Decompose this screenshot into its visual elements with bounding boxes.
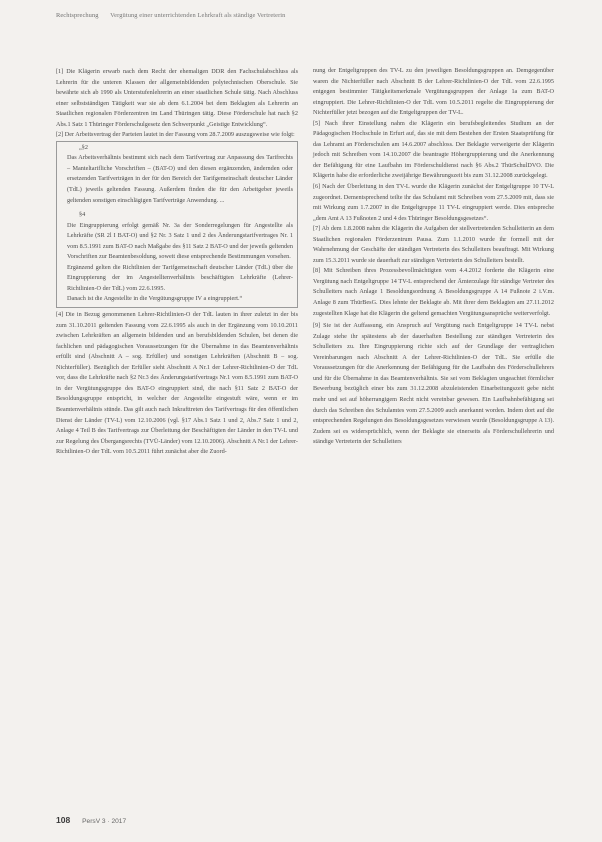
journal-issue: PersV 3 · 2017 bbox=[82, 818, 127, 825]
right-column bbox=[313, 66, 554, 448]
paragraph-8: [8] Mit Schreiben ihres Prozessbevollmächtigten vom 4.4.2012 forderte die Klägerin eine Vergütung nach Entgeltgruppe 14 TV-L entsprechend der Ämterzulage für ständige Vertreter des Schulleiters nach Anlage 1 Besoldungsordnung A Besoldungsgruppe A 14 Fußnote 2 i.V.m. Anlage 8 zum ThürBesG. Dies lehnte der Beklagte ab. Mit ihrer dem Beklagten am 27.11.2012 zugestellten Klage hat die Klägerin die geltend gemachten Vergütungsansprüche weiterverfolgt. bbox=[313, 267, 554, 317]
paragraph-2: [2] Der Arbeitsvertrag der Parteien lautet in der Fassung vom 28.7.2009 auszugsweise wie folgt: bbox=[56, 131, 295, 139]
paragraph-4: [4] Die in Bezug genommenen Lehrer-Richtlinien-O der TdL lauten in ihrer zuletzt in der bis zum 31.10.2011 geltenden Fassung vom 22.6.1995 als auch in der Ergänzung vom 10.10.2011 zwischen Lehrkräften an allgemein bildenden und an berufsbildenden Schulen, bei denen die fachlichen und pädagogischen Voraussetzungen für die Übernahme in das Beamtenverhältnis erfüllt sind (Abschnitt A – sog. Erfüller) und sonstigen Lehrkräften (Abschnitt B – sog. Nichterfüller). Bezüglich der Erfüller sieht Abschnitt A Nr.1 der Lehrer-Richtlinien-O der TdL vor, dass die Lehrkräfte nach §2 Nr.3 des Änderungstarifvertrags Nr.1 vom 8.5.1991 zum BAT-O in der Vergütungsgruppe des BAT-O eingruppiert sind, die nach §11 Satz 2 BAT-O der Besoldungsgruppe entspricht, in welcher der Angestellte eingestuft wäre, wenn er im Beamtenverhältnis stünde. Das gilt auch nach Inkrafttreten des Tarifvertrags für den öffentlichen Dienst der Länder (TV-L) vom 12.10.2006 (vgl. §17 Abs.1 Satz 1 und 2, Abs.7 Satz 1 und 2, Anlage 4 Teil B des Tarifvertrags zur Überleitung der Beschäftigten der Länder in den TV-L und zur Regelung des Übergangsrechts (TVÜ-Länder) vom 12.10.2006). Abschnitt A Nr.1 der Lehrer-Richtlinien-O der TdL vom 10.5.2011 führt zunächst aber die Zuord- bbox=[56, 311, 298, 456]
paragraph-5: [5] Nach ihrer Einstellung nahm die Klägerin ein berufsbegleitendes Studium an der Pädagogischen Hochschule in Erfurt auf, das sie mit dem Bestehen der Ersten Staatsprüfung für das Lehramt an Förderschulen am 14.6.2007 abschloss. Der Beklagte verweigerte der Klägerin jedoch mit Schreiben vom 14.10.2007 die beantragte Höhergruppierung und die Anerkennung der Befähigung für eine Laufbahn im Förderschuldienst nach §6 Abs.2 ThürSchulDVO. Die Klägerin habe die erforderliche zweijährige Bewährungszeit bis zum 31.12.2008 zurückgelegt. bbox=[313, 119, 554, 180]
page-footer bbox=[56, 815, 126, 825]
paragraph-6: [6] Nach der Überleitung in den TV-L wurde die Klägerin zunächst der Entgeltgruppe 10 TV-L zugeordnet. Dementsprechend teilte ihr das Schulamt mit Schreiben vom 27.5.2009 mit, dass sie mit Wirkung zum 1.7.2007 in die Entgeltgruppe 11 TV-L eingruppiert werde. Dies entspreche „dem Amt A 13 Fußnoten 2 und 4 des Thüringer Besoldungsgesetzes“. bbox=[313, 183, 554, 222]
paragraph-7: [7] Ab dem 1.8.2008 nahm die Klägerin die Aufgaben der stellvertretenden Schulleiterin an dem Staatlichen regionalen Förderzentrum Pausa. Zum 1.1.2010 wurde ihr formell mit der Wahrnehmung der Geschäfte der ständigen Vertreterin des Schulleiters beauftragt. Mit Wirkung zum 15.3.2011 wurde sie dauerhaft zur ständigen Vertreterin des Schulleiters bestellt. bbox=[313, 225, 554, 264]
running-head bbox=[56, 12, 556, 19]
section-4-text-2: Ergänzend gelten die Richtlinien der Tarifgemeinschaft deutscher Länder (TdL) über die Eingruppierung der im Angestelltenverhältnis beschäftigten Lehrkräfte (Lehrer-Richtlinien-O der TdL) vom 22.6.1995. bbox=[67, 263, 293, 292]
running-head-section: Rechtsprechung bbox=[56, 12, 99, 19]
paragraph-9: [9] Sie ist der Auffassung, ein Anspruch auf Vergütung nach Entgeltgruppe 14 TV-L nebst Zulage stehe ihr spätestens ab der dauerhaften Bestellung zur ständigen Vertreterin des Schulleiters zu. Ihre Eingruppierung richte sich auf der Grundlage der vertraglichen Vereinbarungen nach Abschnitt A der Lehrer-Richtlinien-O der TdL. Sie erfülle die Voraussetzungen für die Anerkennung der Befähigung für die Laufbahn des Förderschullehrers und für die Übernahme in das Beamtenverhältnis. Sie sei vom Beklagten ungeachtet förmlicher Bewerbung bezüglich einer bis zum 31.12.2008 abzuleistenden Einarbeitungszeit gebe nicht mehr und sei auf höherrangigem Recht nicht vereinbar gewesen. Ein Laufbahnbefähigung sei durch das Schreiben des Schulamtes vom 27.5.2009 auch anerkannt worden. Indem dort auf die entsprechenden Regelungen des Besoldungsgesetzes verwiesen wurde (Besoldungsgruppe A 13). Zudem sei es widersprüchlich, wenn der Beklagte sie einerseits als Förderschullehrerin und ständige Vertreterin der Schulleiters bbox=[313, 322, 554, 446]
page-number: 108 bbox=[56, 815, 71, 825]
running-head-article-title: Vergütung einer unterrichtenden Lehrkraft als ständige Vertreterin bbox=[110, 12, 286, 19]
section-4-text-1: Die Eingruppierung erfolgt gemäß Nr. 3a der Sonderregelungen für Angestellte als Lehrkräfte (SR 2l I BAT-O) und §2 Nr. 3 Satz 1 und 2 des Änderungstarifvertrages Nr. 1 vom 8.5.1991 zum BAT-O nach Maßgabe des §11 Satz 2 BAT-O und der jeweils geltenden Vorschriften zur Beamtenbesoldung, soweit diese entsprechende Bestimmungen vorsehen. bbox=[67, 221, 293, 261]
paragraph-1: [1] Die Klägerin erwarb nach dem Recht der ehemaligen DDR den Fachschulabschluss als Lehrerin für die unteren Klassen der allgemeinbildenden polytechnischen Oberschule. Sie bewährte sich ab 1990 als Unterstufenlehrerin an einer staatlichen Schule tätig. Nach Abschluss einer selbstständigen Tätigkeit war sie ab dem 6.1.2004 bei dem Beklagten als Lehrerin an Staatlichen regionalen Förderzentren im Land Thüringen tätig. Diese Förderschule hat nach §2 Abs.1 Satz 1 Thüringer Förderschulgesetz den Schwerpunkt „Geistige Entwicklung“. bbox=[56, 68, 298, 128]
section-4-text-3: Danach ist die Angestellte in die Vergütungsgruppe IV a eingruppiert.“ bbox=[67, 295, 243, 303]
section-2-heading: „§2 bbox=[79, 143, 88, 151]
paragraph-4-continued: nung der Entgeltgruppen des TV-L zu den jeweiligen Besoldungsgruppen an. Demgegenüber waren die Nichterfüller nach Abschnitt B der Lehrer-Richtlinien-O der TdL vom 22.6.1995 entgegen bestimmter Tätigkeitsmerkmale Vergütungsgruppen der Anlage 1a zum BAT-O eingruppiert. Die Lehrer-Richtlinien-O der TdL vom 10.5.2011 regelte die Eingruppierung der Nichterfüller jetzt bezogen auf die Entgeltgruppen der TV-L. bbox=[313, 67, 554, 117]
section-2-text: Das Arbeitsverhältnis bestimmt sich nach dem Tarifvertrag zur Anpassung des Tarifrechts – Manteltarifliche Vorschriften – (BAT-O) und den diesen ergänzenden, ändernden oder ersetzenden Tarifverträgen in der für den Bereich der Tarifgemeinschaft deutscher Länder (TdL) jeweils geltenden Fassung. Außerdem finden die für den Arbeitgeber jeweils geltenden sonstigen einschlägigen Tarifverträge Anwendung. ... bbox=[67, 154, 293, 204]
contract-excerpt-box bbox=[56, 141, 298, 308]
section-4-heading: §4 bbox=[79, 211, 86, 219]
left-column bbox=[56, 67, 298, 458]
